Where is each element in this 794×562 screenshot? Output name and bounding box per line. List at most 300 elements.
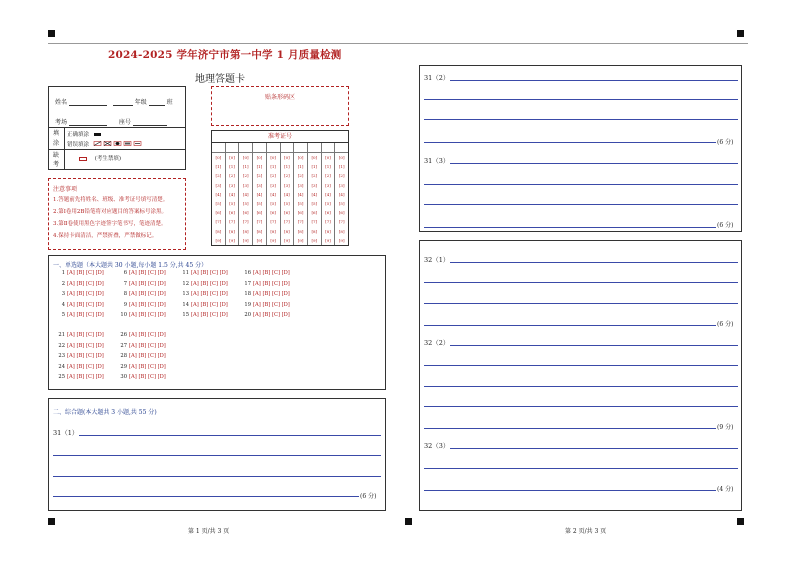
exam-number-digit-bubble[interactable]: [9] (242, 237, 249, 243)
mc-options[interactable]: [A] [B] [C] [D] (67, 342, 104, 349)
fill-label-1: 填 (53, 130, 60, 137)
student-info-box (48, 86, 186, 170)
grade-label: 年级 (134, 99, 147, 106)
mc-question-number: 25 (58, 374, 65, 380)
exam-number-write-cell[interactable] (253, 143, 266, 153)
question-32-3-score: (4 分) (717, 486, 734, 493)
exam-number-digit-bubble[interactable]: [4] (256, 191, 263, 197)
question-32-2-score: (9 分) (717, 424, 734, 431)
mc-question[interactable] (181, 312, 243, 318)
mc-question-number: 28 (120, 353, 127, 359)
mc-question-number: 24 (58, 363, 65, 370)
class-field[interactable] (149, 105, 165, 106)
exam-number-digit-bubble[interactable]: [7] (229, 219, 235, 225)
mc-question[interactable] (119, 374, 181, 380)
mc-question[interactable] (119, 291, 181, 297)
exam-number-digit-bubble[interactable]: [1] (284, 164, 290, 170)
mc-question[interactable] (119, 332, 181, 338)
mc-options[interactable]: [A] [B] [C] [D] (129, 312, 166, 318)
page-footer-left: 第 1 页/共 3 页 (188, 528, 230, 535)
mc-row (57, 302, 305, 308)
exam-number-digit-bubble[interactable]: [8] (242, 228, 249, 234)
mc-question[interactable] (181, 302, 243, 308)
exam-number-digit-bubble[interactable]: [1] (311, 164, 318, 170)
header-rule (48, 43, 748, 44)
mc-question[interactable] (57, 302, 119, 308)
exam-number-digit-bubble[interactable]: [3] (242, 182, 249, 188)
mc-question[interactable] (119, 364, 181, 370)
exam-number-digit-bubble[interactable]: [6] (338, 210, 345, 216)
exam-number-digit-bubble[interactable]: [6] (215, 210, 222, 216)
exam-number-digit-bubble[interactable]: [7] (338, 219, 345, 225)
page-title: 2024-2025 学年济宁市第一中学 1 月质量检测 (108, 49, 342, 61)
mc-options[interactable]: [A] [B] [C] [D] (129, 374, 166, 380)
mc-question[interactable] (181, 281, 243, 287)
exam-number-digit-bubble[interactable]: [4] (311, 191, 318, 197)
exam-number-digit-bubble[interactable]: [0] (229, 155, 235, 160)
mc-options[interactable]: [A] [B] [C] [D] (191, 270, 228, 276)
mc-options[interactable]: [A] [B] [C] [D] (253, 301, 290, 308)
wrong-fill-label: 错误填涂 (67, 142, 90, 148)
mc-question-number: 18 (244, 291, 251, 297)
absent-label-2: 考 (53, 161, 60, 168)
exam-number-digit-bubble[interactable]: [2] (338, 173, 345, 179)
mc-options[interactable]: [A] [B] [C] [D] (67, 353, 104, 359)
exam-number-digit-bubble[interactable]: [3] (215, 182, 222, 188)
exam-number-write-cell[interactable] (281, 143, 294, 153)
exam-number-write-cell[interactable] (322, 143, 335, 153)
mc-question[interactable] (57, 353, 119, 359)
fill-label-2: 涂 (53, 140, 60, 147)
corner-marker-bottom-right (737, 518, 744, 525)
notes-item: 2.第Ⅰ卷用2B铅笔将对应题目的答案标号涂黑。 (53, 209, 167, 215)
mc-row (57, 270, 305, 276)
room-label: 考场 (55, 119, 68, 126)
exam-number-digit-bubble[interactable]: [3] (256, 182, 263, 188)
answer-line[interactable] (424, 406, 738, 407)
mc-question-number: 5 (61, 312, 65, 318)
mc-options[interactable]: [A] [B] [C] [D] (67, 280, 104, 287)
exam-number-digit-bubble[interactable]: [3] (270, 182, 276, 188)
answer-line[interactable] (450, 262, 738, 263)
exam-number-digit-bubble[interactable]: [1] (338, 164, 345, 170)
exam-number-digit-bubble[interactable]: [2] (325, 173, 331, 179)
exam-number-digit-bubble[interactable]: [1] (297, 164, 304, 170)
exam-number-digit-bubble[interactable]: [9] (338, 237, 345, 243)
answer-line[interactable] (424, 325, 716, 326)
barcode-area (211, 86, 349, 126)
exam-number-digit-bubble[interactable]: [2] (284, 173, 290, 179)
exam-number-digit-bubble[interactable]: [9] (256, 237, 263, 243)
answer-line[interactable] (424, 490, 716, 491)
mc-question[interactable] (181, 291, 243, 297)
exam-number-digit-bubble[interactable]: [4] (242, 191, 249, 197)
exam-number-digit-bubble[interactable]: [7] (311, 219, 318, 225)
mc-options[interactable]: [A] [B] [C] [D] (67, 363, 104, 370)
mc-options[interactable]: [A] [B] [C] [D] (253, 291, 290, 297)
answer-line[interactable] (424, 428, 716, 429)
answer-box-31-2-3 (419, 65, 742, 232)
exam-number-digit-bubble[interactable]: [1] (256, 164, 263, 170)
exam-number-digit-bubble[interactable]: [3] (311, 182, 318, 188)
mc-question-number: 6 (123, 270, 127, 276)
exam-number-digit-bubble[interactable]: [7] (270, 219, 276, 225)
mc-options[interactable]: [A] [B] [C] [D] (191, 280, 228, 287)
exam-number-digit-bubble[interactable]: [1] (242, 164, 249, 170)
mc-question[interactable] (243, 291, 305, 297)
exam-number-write-cell[interactable] (308, 143, 321, 153)
exam-number-digit-bubble[interactable]: [9] (270, 237, 276, 243)
answer-line[interactable] (424, 142, 716, 143)
question-31-2-label: 31（2） (424, 74, 450, 82)
exam-number-write-cell[interactable] (212, 143, 225, 153)
question-32-2-label: 32（2） (424, 339, 450, 347)
mc-question-number: 8 (123, 291, 127, 297)
mc-question-number: 17 (244, 280, 251, 287)
answer-line[interactable] (450, 448, 738, 449)
exam-number-digit-bubble[interactable]: [5] (242, 201, 249, 207)
exam-number-digit-bubble[interactable]: [1] (215, 164, 222, 170)
exam-number-digit-bubble[interactable]: [8] (297, 228, 304, 234)
mc-options[interactable]: [A] [B] [C] [D] (253, 270, 290, 276)
mc-row (57, 364, 181, 370)
answer-line[interactable] (450, 80, 738, 81)
answer-line[interactable] (424, 468, 738, 469)
exam-number-column (226, 143, 240, 245)
question-32-1-label: 32（1） (424, 256, 450, 264)
mc-options[interactable]: [A] [B] [C] [D] (129, 353, 166, 359)
exam-number-column (239, 143, 253, 245)
exam-number-digit-bubble[interactable]: [8] (284, 228, 290, 234)
mc-question-number: 13 (182, 291, 189, 297)
exam-number-digit-bubble[interactable]: [7] (297, 219, 304, 225)
mc-options[interactable]: [A] [B] [C] [D] (253, 312, 290, 318)
exam-number-digit-bubble[interactable]: [4] (215, 191, 222, 197)
exam-number-digit-bubble[interactable]: [0] (297, 155, 304, 160)
mc-question-number: 12 (182, 280, 189, 287)
room-field[interactable] (69, 125, 107, 126)
seat-label: 座号 (118, 119, 131, 126)
exam-number-column (253, 143, 267, 245)
question-31-1-score: (6 分) (360, 493, 377, 500)
exam-number-digit-bubble[interactable]: [4] (284, 191, 290, 197)
mc-options[interactable]: [A] [B] [C] [D] (129, 291, 166, 297)
mc-question[interactable] (119, 302, 181, 308)
exam-number-digit-bubble[interactable]: [7] (284, 219, 290, 225)
exam-number-digit-bubble[interactable]: [6] (270, 210, 276, 216)
mc-question-number: 21 (58, 332, 65, 338)
exam-number-digit-bubble[interactable]: [6] (242, 210, 249, 216)
answer-line[interactable] (424, 303, 738, 304)
mc-question-number: 4 (61, 301, 65, 308)
mc-question[interactable] (181, 270, 243, 276)
exam-number-digit-bubble[interactable]: [4] (325, 191, 331, 197)
exam-number-digit-bubble[interactable]: [4] (229, 191, 235, 197)
exam-number-column (308, 143, 322, 245)
notes-item: 1.答题前先将姓名、班级、准考证号填写清楚。 (53, 197, 169, 203)
exam-number-digit-bubble[interactable]: [2] (297, 173, 304, 179)
exam-number-write-cell[interactable] (335, 143, 348, 153)
exam-number-digit-bubble[interactable]: [4] (338, 191, 345, 197)
mc-question[interactable] (119, 353, 181, 359)
exam-number-digit-bubble[interactable]: [0] (270, 155, 276, 160)
notes-title: 注意事项 (53, 186, 78, 193)
question-32-3-label: 32（3） (424, 442, 450, 450)
mc-question[interactable] (57, 332, 119, 338)
exam-number-digit-bubble[interactable]: [2] (270, 173, 276, 179)
exam-number-column (294, 143, 308, 245)
exam-number-label: 准考证号 (212, 131, 348, 143)
correct-fill-label: 正确填涂 (67, 132, 90, 138)
absent-label-1: 缺 (53, 152, 60, 159)
mc-question[interactable] (243, 281, 305, 287)
mc-options[interactable]: [A] [B] [C] [D] (67, 270, 104, 276)
answer-line[interactable] (53, 496, 359, 497)
correct-fill-sample (94, 133, 101, 136)
mc-options[interactable]: [A] [B] [C] [D] (191, 312, 228, 318)
exam-number-digit-bubble[interactable]: [1] (229, 164, 235, 170)
exam-number-digit-bubble[interactable]: [6] (311, 210, 318, 216)
exam-number-digit-bubble[interactable]: [5] (311, 201, 318, 207)
exam-number-digit-bubble[interactable]: [5] (284, 201, 290, 207)
mc-options[interactable]: [A] [B] [C] [D] (253, 280, 290, 287)
page-subtitle: 地理答题卡 (195, 74, 245, 85)
mc-question-number: 11 (182, 270, 189, 276)
mc-options[interactable]: [A] [B] [C] [D] (67, 312, 104, 318)
mc-question-number: 16 (244, 270, 251, 276)
exam-number-digit-bubble[interactable]: [5] (325, 201, 331, 207)
answer-line[interactable] (53, 455, 381, 456)
mc-question-number: 10 (120, 312, 127, 318)
mc-question[interactable] (57, 291, 119, 297)
page-footer-right: 第 2 页/共 3 页 (565, 528, 607, 535)
exam-number-digit-bubble[interactable]: [2] (242, 173, 249, 179)
corner-marker-top-left (48, 30, 55, 37)
exam-number-digit-bubble[interactable]: [8] (215, 228, 222, 234)
absent-note: (考生禁填) (94, 156, 122, 162)
answer-line[interactable] (424, 184, 738, 185)
mc-options[interactable]: [A] [B] [C] [D] (191, 291, 228, 297)
mc-question[interactable] (57, 312, 119, 318)
exam-number-digit-bubble[interactable]: [8] (256, 228, 263, 234)
exam-number-digit-bubble[interactable]: [0] (284, 155, 290, 160)
exam-number-digit-bubble[interactable]: [1] (270, 164, 276, 170)
mc-question[interactable] (57, 364, 119, 370)
question-31-2-score: (6 分) (717, 139, 734, 146)
mc-question-number: 22 (58, 342, 65, 349)
mc-question-number: 1 (61, 270, 65, 276)
mc-question-number: 27 (120, 342, 127, 349)
exam-number-digit-bubble[interactable]: [5] (338, 201, 345, 207)
mc-question[interactable] (243, 270, 305, 276)
mc-row (57, 343, 181, 349)
mc-options[interactable]: [A] [B] [C] [D] (129, 280, 166, 287)
corner-marker-top-right (737, 30, 744, 37)
answer-line[interactable] (424, 99, 738, 100)
section-2-box (48, 398, 386, 511)
exam-number-digit-bubble[interactable]: [0] (338, 155, 345, 160)
grade-field[interactable] (113, 105, 133, 106)
exam-number-digit-bubble[interactable]: [8] (229, 228, 235, 234)
exam-number-digit-bubble[interactable]: [3] (284, 182, 290, 188)
exam-number-digit-bubble[interactable]: [7] (242, 219, 249, 225)
answer-box-32 (419, 240, 742, 511)
exam-number-digit-bubble[interactable]: [5] (256, 201, 263, 207)
exam-number-column (267, 143, 281, 245)
exam-number-digit-bubble[interactable]: [2] (215, 173, 222, 179)
exam-number-write-cell[interactable] (294, 143, 307, 153)
question-31-1-label: 31（1） (53, 429, 79, 437)
exam-number-digit-bubble[interactable]: [9] (215, 237, 222, 243)
exam-number-digit-bubble[interactable]: [6] (284, 210, 290, 216)
exam-number-write-cell[interactable] (267, 143, 280, 153)
seat-field[interactable] (133, 125, 167, 126)
mc-question[interactable] (119, 312, 181, 318)
notes-item: 4.保持卡面清洁，严禁折叠，严禁做标记。 (53, 233, 158, 239)
mc-question-number: 3 (61, 291, 65, 297)
absent-checkbox[interactable] (79, 157, 87, 161)
exam-number-digit-bubble[interactable]: [9] (297, 237, 304, 243)
exam-number-digit-bubble[interactable]: [0] (311, 155, 318, 160)
mc-question[interactable] (119, 270, 181, 276)
mc-options[interactable]: [A] [B] [C] [D] (191, 301, 228, 308)
mc-question-number: 15 (182, 312, 189, 318)
mc-options[interactable]: [A] [B] [C] [D] (67, 332, 104, 338)
mc-question-number: 2 (61, 280, 65, 287)
mc-options[interactable]: [A] [B] [C] [D] (129, 332, 166, 338)
mc-question[interactable] (57, 270, 119, 276)
exam-number-grid (211, 130, 349, 246)
mc-question[interactable] (57, 281, 119, 287)
mc-options[interactable]: [A] [B] [C] [D] (67, 291, 104, 297)
mc-question-number: 9 (123, 301, 127, 308)
exam-number-digit-bubble[interactable]: [4] (297, 191, 304, 197)
mc-question[interactable] (119, 343, 181, 349)
mc-question[interactable] (243, 312, 305, 318)
mc-question-number: 26 (120, 332, 127, 338)
mc-question-number: 19 (244, 301, 251, 308)
answer-line[interactable] (450, 163, 738, 164)
mc-question-number: 23 (58, 353, 65, 359)
mc-row (57, 291, 305, 297)
mc-options[interactable]: [A] [B] [C] [D] (129, 363, 166, 370)
exam-number-digit-bubble[interactable]: [0] (256, 155, 263, 160)
exam-number-digit-bubble[interactable]: [5] (229, 201, 235, 207)
mc-options[interactable]: [A] [B] [C] [D] (67, 301, 104, 308)
exam-number-digit-bubble[interactable]: [6] (325, 210, 331, 216)
exam-number-digit-bubble[interactable]: [0] (242, 155, 249, 160)
question-32-1-score: (6 分) (717, 321, 734, 328)
mc-options[interactable]: [A] [B] [C] [D] (129, 270, 166, 276)
section-2-title: 二、综合题(本大题共 3 小题,共 55 分) (53, 409, 157, 416)
mc-question-number: 29 (120, 363, 127, 370)
answer-line[interactable] (424, 227, 716, 228)
exam-number-digit-bubble[interactable]: [5] (297, 201, 304, 207)
exam-number-digit-bubble[interactable]: [7] (325, 219, 331, 225)
exam-number-digit-bubble[interactable]: [3] (338, 182, 345, 188)
mc-options[interactable]: [A] [B] [C] [D] (129, 342, 166, 349)
question-31-3-score: (6 分) (717, 222, 734, 229)
exam-number-digit-bubble[interactable]: [9] (229, 237, 235, 243)
exam-number-column (322, 143, 336, 245)
mc-question-number: 20 (244, 312, 251, 318)
exam-number-digit-bubble[interactable]: [9] (284, 237, 290, 243)
exam-number-digit-bubble[interactable]: [5] (215, 201, 222, 207)
exam-number-digit-bubble[interactable]: [3] (325, 182, 331, 188)
exam-number-digit-bubble[interactable]: [6] (256, 210, 263, 216)
exam-number-digit-bubble[interactable]: [0] (215, 155, 222, 160)
wrong-fill-samples (93, 141, 151, 148)
exam-number-digit-bubble[interactable]: [8] (270, 228, 276, 234)
section-1-box (48, 255, 386, 390)
exam-number-digit-bubble[interactable]: [7] (256, 219, 263, 225)
notes-item: 3.第Ⅱ卷使用黑色字迹签字笔书写，笔迹清楚。 (53, 221, 167, 227)
answer-line[interactable] (424, 204, 738, 205)
exam-number-digit-bubble[interactable]: [8] (338, 228, 345, 234)
mc-question-number: 14 (182, 301, 189, 308)
answer-line[interactable] (424, 386, 738, 387)
exam-number-digit-bubble[interactable]: [9] (311, 237, 318, 243)
answer-line[interactable] (79, 435, 381, 436)
class-label: 班 (166, 99, 173, 106)
exam-number-digit-bubble[interactable]: [6] (229, 210, 235, 216)
answer-line[interactable] (424, 365, 738, 366)
mc-row (57, 281, 305, 287)
exam-number-digit-bubble[interactable]: [2] (311, 173, 318, 179)
answer-line[interactable] (424, 119, 738, 120)
mc-question-number: 7 (123, 280, 127, 287)
exam-number-digit-bubble[interactable]: [8] (311, 228, 318, 234)
answer-line[interactable] (53, 476, 381, 477)
exam-number-write-cell[interactable] (239, 143, 252, 153)
mc-row (57, 312, 305, 318)
exam-number-digit-bubble[interactable]: [5] (270, 201, 276, 207)
notes-box (48, 178, 186, 250)
exam-number-digit-bubble[interactable]: [8] (325, 228, 331, 234)
answer-line[interactable] (424, 282, 738, 283)
mc-question[interactable] (243, 302, 305, 308)
exam-number-column (335, 143, 348, 245)
exam-number-digit-bubble[interactable]: [4] (270, 191, 276, 197)
exam-number-digit-bubble[interactable]: [3] (229, 182, 235, 188)
exam-number-digit-bubble[interactable]: [9] (325, 237, 331, 243)
corner-marker-bottom-mid (405, 518, 412, 525)
section-1-title: 一、单选题（本大题共 30 小题,每小题 1.5 分,共 45 分） (53, 262, 208, 269)
mc-row (57, 353, 181, 359)
exam-number-digit-bubble[interactable]: [1] (325, 164, 331, 170)
mc-options[interactable]: [A] [B] [C] [D] (129, 301, 166, 308)
barcode-label: 贴条形码区 (264, 94, 295, 101)
answer-line[interactable] (450, 345, 738, 346)
exam-number-digit-bubble[interactable]: [2] (256, 173, 263, 179)
exam-number-digit-bubble[interactable]: [6] (297, 210, 304, 216)
exam-number-write-cell[interactable] (226, 143, 239, 153)
mc-row (57, 374, 181, 380)
exam-number-digit-bubble[interactable]: [0] (325, 155, 331, 160)
mc-question[interactable] (57, 374, 119, 380)
corner-marker-bottom-left (48, 518, 55, 525)
exam-number-digit-bubble[interactable]: [2] (229, 173, 235, 179)
mc-question-number: 30 (120, 374, 127, 380)
exam-number-digit-bubble[interactable]: [3] (297, 182, 304, 188)
exam-number-column (212, 143, 226, 245)
mc-options[interactable]: [A] [B] [C] [D] (67, 374, 104, 380)
name-field[interactable] (69, 105, 107, 106)
exam-number-digit-bubble[interactable]: [7] (215, 219, 222, 225)
mc-question[interactable] (57, 343, 119, 349)
exam-number-column (281, 143, 295, 245)
mc-question[interactable] (119, 281, 181, 287)
